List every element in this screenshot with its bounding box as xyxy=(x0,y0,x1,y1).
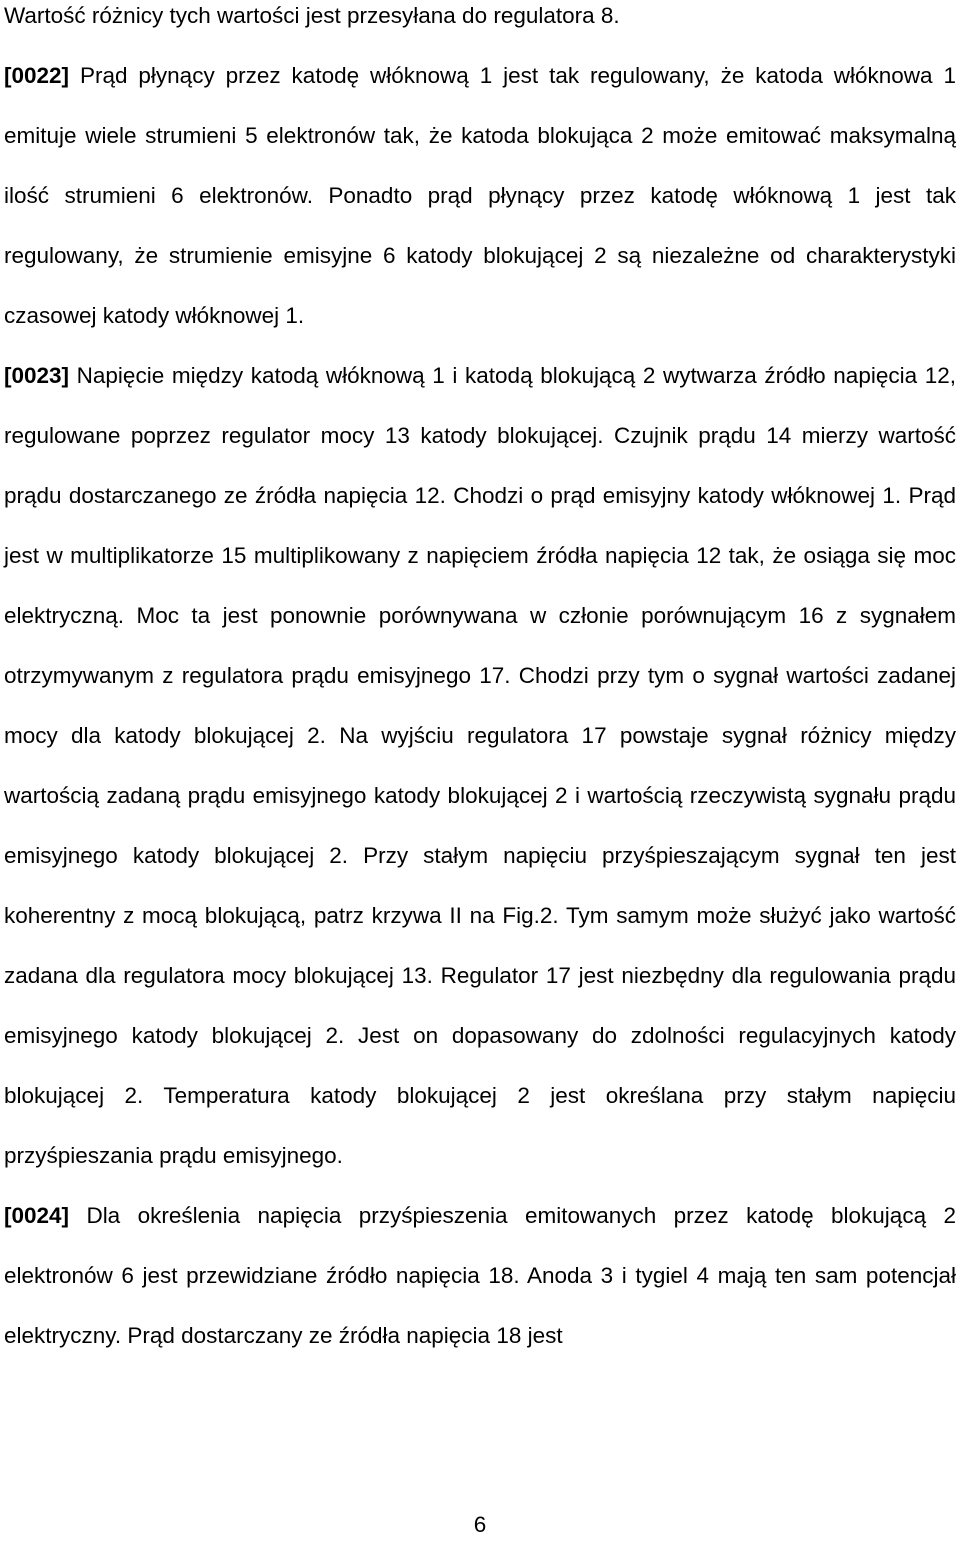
paragraph-0024 xyxy=(4,1186,956,1366)
document-body xyxy=(4,0,956,1366)
paragraph-0023 xyxy=(4,346,956,1186)
paragraph-continuation xyxy=(4,0,956,46)
paragraph-number: [0023] xyxy=(4,363,70,388)
paragraph-number: [0024] xyxy=(4,1203,70,1228)
page-number: 6 xyxy=(473,1512,487,1537)
paragraph-0022 xyxy=(4,46,956,346)
paragraph-text: Wartość różnicy tych wartości jest przesyłana do regulatora 8. xyxy=(4,3,620,28)
paragraph-text: Dla określenia napięcia przyśpieszenia emitowanych przez katodę blokującą 2 elektronów 6 jest przewidziane źródło napięcia 18. Anoda 3 i tygiel 4 mają ten sam potencjał elektryczny. Prąd dostarczany ze źródła napięcia 18 jest xyxy=(4,1203,956,1348)
paragraph-number: [0022] xyxy=(4,63,70,88)
paragraph-text: Prąd płynący przez katodę włóknową 1 jest tak regulowany, że katoda włóknowa 1 emituje wiele strumieni 5 elektronów tak, że katoda blokująca 2 może emitować maksymalną ilość strumieni 6 elektronów. Ponadto prąd płynący przez katodę włóknową 1 jest tak regulowany, że strumienie emisyjne 6 katody blokującej 2 są niezależne od charakterystyki czasowej katody włóknowej 1. xyxy=(4,63,956,328)
paragraph-text: Napięcie między katodą włóknową 1 i katodą blokującą 2 wytwarza źródło napięcia 12, regulowane poprzez regulator mocy 13 katody blokującej. Czujnik prądu 14 mierzy wartość prądu dostarczanego ze źródła napięcia 12. Chodzi o prąd emisyjny katody włóknowej 1. Prąd jest w multiplikatorze 15 multiplikowany z napięciem źródła napięcia 12 tak, że osiąga się moc elektryczną. Moc ta jest ponownie porównywana w członie porównującym 16 z sygnałem otrzymywanym z regulatora prądu emisyjnego 17. Chodzi przy tym o sygnał wartości zadanej mocy dla katody blokującej 2. Na wyjściu regulatora 17 powstaje sygnał różnicy między wartością zadaną prądu emisyjnego katody blokującej 2 i wartością rzeczywistą sygnału prądu emisyjnego katody blokującej 2. Przy stałym napięciu przyśpieszającym sygnał ten jest koherentny z mocą blokującą, patrz krzywa II na Fig.2. Tym samym może służyć jako wartość zadana dla regulatora mocy blokującej 13. Regulator 17 jest niezbędny dla regulowania prądu emisyjnego katody blokującej 2. Jest on dopasowany do zdolności regulacyjnych katody blokującej 2. Temperatura katody blokującej 2 jest określana przy stałym napięciu przyśpieszania prądu emisyjnego. xyxy=(4,363,956,1168)
